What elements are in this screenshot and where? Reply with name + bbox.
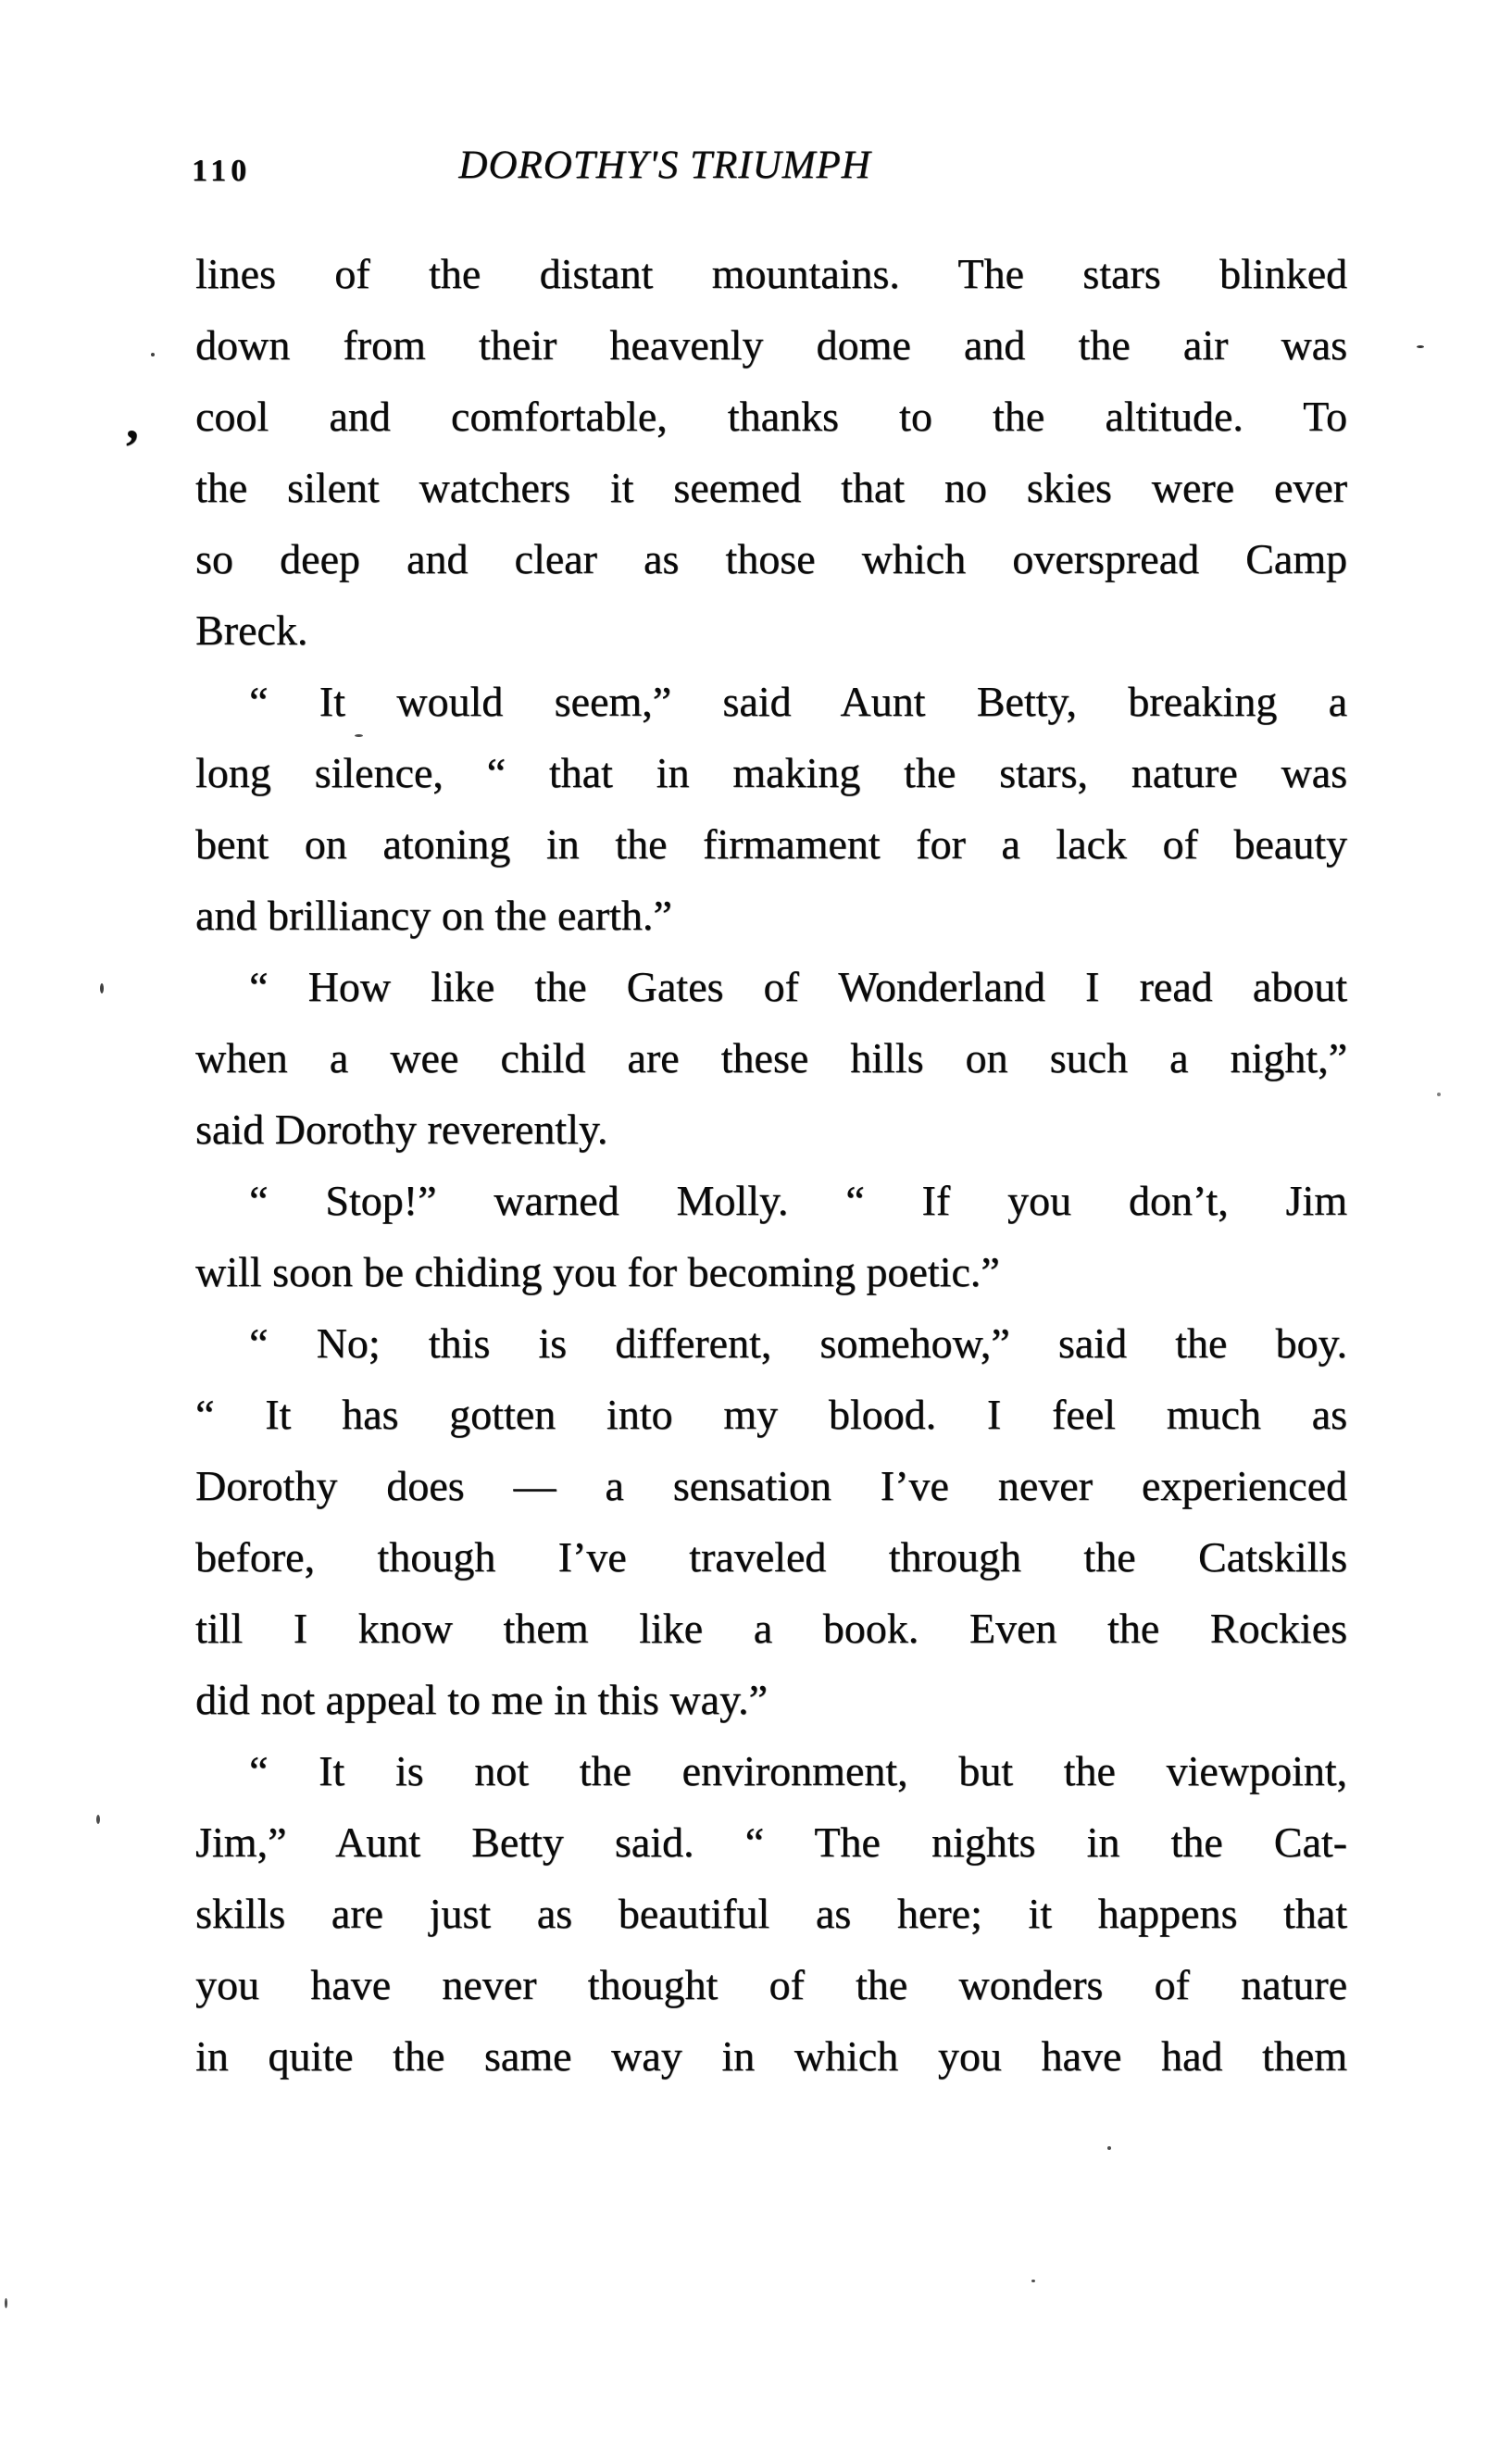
text-line: “ No; this is different, somehow,” said the boy. <box>249 1319 1347 1367</box>
text-line: did not appeal to me in this way.” <box>195 1676 768 1723</box>
ink-blot-comma: , <box>126 394 139 449</box>
text-line: down from their heavenly dome and the air was <box>195 321 1347 369</box>
page-number: 110 <box>192 154 252 188</box>
body-text <box>195 238 1347 2092</box>
text-line: you have never thought of the wonders of nature <box>195 1961 1347 2008</box>
ink-speck <box>100 983 104 993</box>
paragraph <box>195 951 1347 1165</box>
ink-speck <box>1437 1093 1441 1096</box>
text-line: said Dorothy reverently. <box>195 1106 608 1153</box>
text-line: cool and comfortable, thanks to the altitude. To <box>195 393 1347 440</box>
text-line: and brilliancy on the earth.” <box>195 892 672 939</box>
ink-speck <box>1107 2146 1111 2150</box>
ink-speck <box>355 734 363 737</box>
text-line: Breck. <box>195 606 308 654</box>
text-line: in quite the same way in which you have had them <box>195 2032 1347 2080</box>
text-line: “ It would seem,” said Aunt Betty, breaking a <box>249 678 1347 725</box>
text-line: so deep and clear as those which overspread Camp <box>195 535 1347 582</box>
ink-speck <box>1031 2280 1035 2282</box>
paragraph <box>195 238 1347 666</box>
text-line: “ How like the Gates of Wonderland I read about <box>249 963 1347 1010</box>
ink-speck <box>151 353 155 356</box>
paragraph <box>195 1735 1347 2092</box>
text-line: skills are just as beautiful as here; it happens that <box>195 1890 1347 1937</box>
text-line: “ It is not the environment, but the viewpoint, <box>249 1747 1347 1794</box>
text-line: Jim,” Aunt Betty said. “ The nights in the Cat- <box>195 1818 1347 1866</box>
text-line: before, though I’ve traveled through the Catskills <box>195 1533 1347 1581</box>
text-line: “ Stop!” warned Molly. “ If you don’t, Jim <box>249 1177 1347 1224</box>
text-line: Dorothy does — a sensation I’ve never experienced <box>195 1462 1347 1509</box>
text-line: “ It has gotten into my blood. I feel much as <box>195 1391 1347 1438</box>
text-line: when a wee child are these hills on such a night,” <box>195 1034 1347 1081</box>
paragraph <box>195 1165 1347 1307</box>
ink-speck <box>5 2298 7 2308</box>
text-line: lines of the distant mountains. The stars blinked <box>195 250 1347 297</box>
text-line: the silent watchers it seemed that no skies were ever <box>195 464 1347 511</box>
text-line: long silence, “ that in making the stars, nature was <box>195 749 1347 796</box>
ink-speck <box>1417 345 1424 348</box>
text-line: bent on atoning in the firmament for a lack of beauty <box>195 820 1347 868</box>
ink-speck <box>96 1815 100 1824</box>
paragraph <box>195 1307 1347 1735</box>
paragraph <box>195 666 1347 951</box>
text-line: till I know them like a book. Even the Rockies <box>195 1605 1347 1652</box>
text-line: will soon be chiding you for becoming poetic.” <box>195 1248 1000 1295</box>
running-title: DOROTHY'S TRIUMPH <box>458 144 871 187</box>
